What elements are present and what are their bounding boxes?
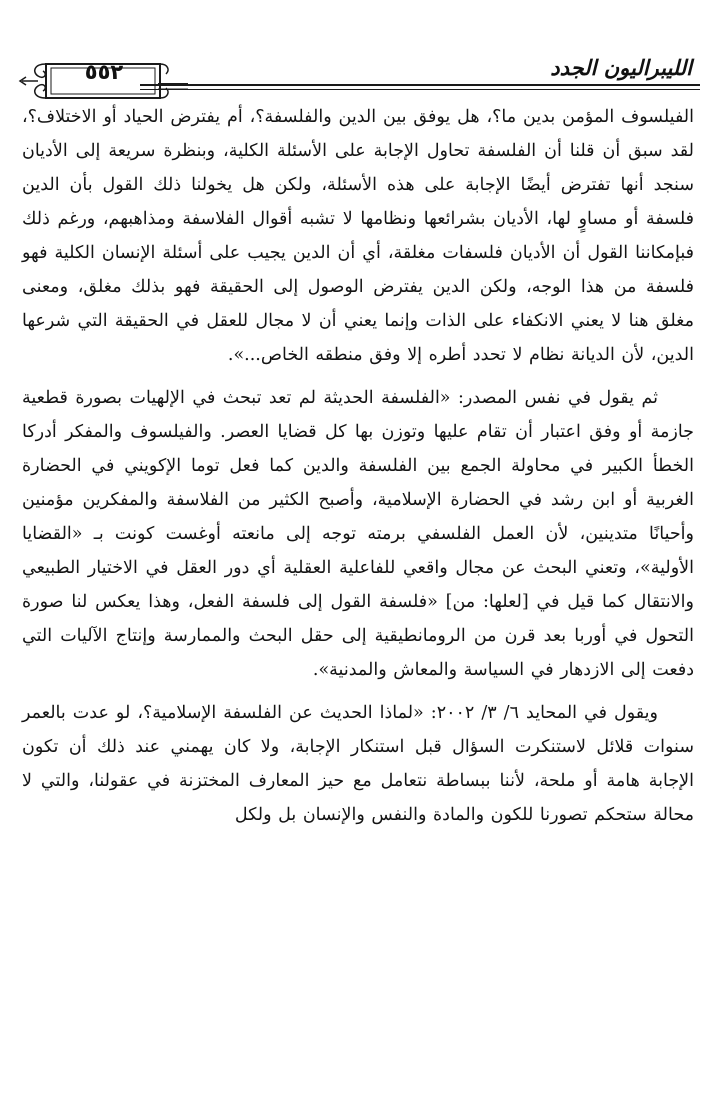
paragraph-3: ويقول في المحايد ٦/ ٣/ ٢٠٠٢: «لماذا الحديث عن الفلسفة الإسلامية؟، لو عدت بالعمر سنوات قلائل لاستنكرت السؤال قبل استنكار الإجابة، ولا كان يهمني عند ذلك أن تكون الإجابة هامة أو ملحة، لأننا ببساطة نتعامل مع حيز المعارف المختزنة في عقولنا، والتي لا محالة ستحكم تصورنا للكون والمادة والنفس والإنسان بل ولكل: [22, 703, 694, 825]
header-rule-thin: [140, 89, 700, 90]
page-header: [18, 46, 700, 106]
paragraph-2: ثم يقول في نفس المصدر: «الفلسفة الحديثة لم تعد تبحث في الإلهيات بصورة قطعية جازمة أو وفق اعتبار أن تقام عليها وتوزن بها كل قضايا العصر. والفيلسوف والمفكر أدركا الخطأ الكبير في محاولة الجمع بين الفلسفة والدين كما فعل توما الإكويني في الحضارة الغربية أو ابن رشد في الحضارة الإسلامية، وأصبح الكثير من الفلاسفة والمفكرين مؤمنين وأحيانًا متدينين، لأن العمل الفلسفي برمته توجه إلى مانعته أوغست كونت بـ «القضايا الأولية»، وتعني البحث عن مجال واقعي للفاعلية العقلية أي دور العقل في الاختيار الطبيعي والانتقال كما قيل في [لعلها: من] «فلسفة القول إلى فلسفة الفعل، وهذا يعكس لنا صورة التحول في أوربا بعد قرن من الرومانطيقية إلى حقل البحث والممارسة وإنتاج الآليات التي دفعت إلى الازدهار في السياسة والمعاش والمدنية».: [22, 388, 694, 680]
page-number: ٥٥٢: [84, 60, 124, 84]
header-rule: [140, 84, 700, 86]
paragraph-1: الفيلسوف المؤمن بدين ما؟، هل يوفق بين الدين والفلسفة؟، أم يفترض الحياد أو الاختلاف؟، لقد سبق أن قلنا أن الفلسفة تحاول الإجابة على الأسئلة الكلية، وبنظرة سريعة إلى الأديان سنجد أنها تفترض أيضًا الإجابة على هذه الأسئلة، ولكن هل يخولنا ذلك القول بأن الدين فلسفة أو مساوٍ لها، الأديان بشرائعها ونظامها لا تشبه أقوال الفلاسفة ومذاهبهم، ورغم ذلك فبإمكاننا القول أن الأديان فلسفات مغلقة، أي أن الدين يجيب على أسئلة الإنسان الكلية فهو فلسفة من هذا الوجه، ولكن الدين يفترض الوصول إلى الحقيقة فهو بذلك مغلق، ومعنى مغلق هنا لا يعني الانكفاء على الذات وإنما يعني أن لا مجال للعقل في الحقيقة التي شرعها الدين، لأن الديانة نظام لا تحدد أطره إلا وفق منطقه الخاص...».: [22, 107, 694, 365]
running-title: الليبراليون الجدد: [550, 56, 692, 80]
page-body: [22, 100, 694, 832]
